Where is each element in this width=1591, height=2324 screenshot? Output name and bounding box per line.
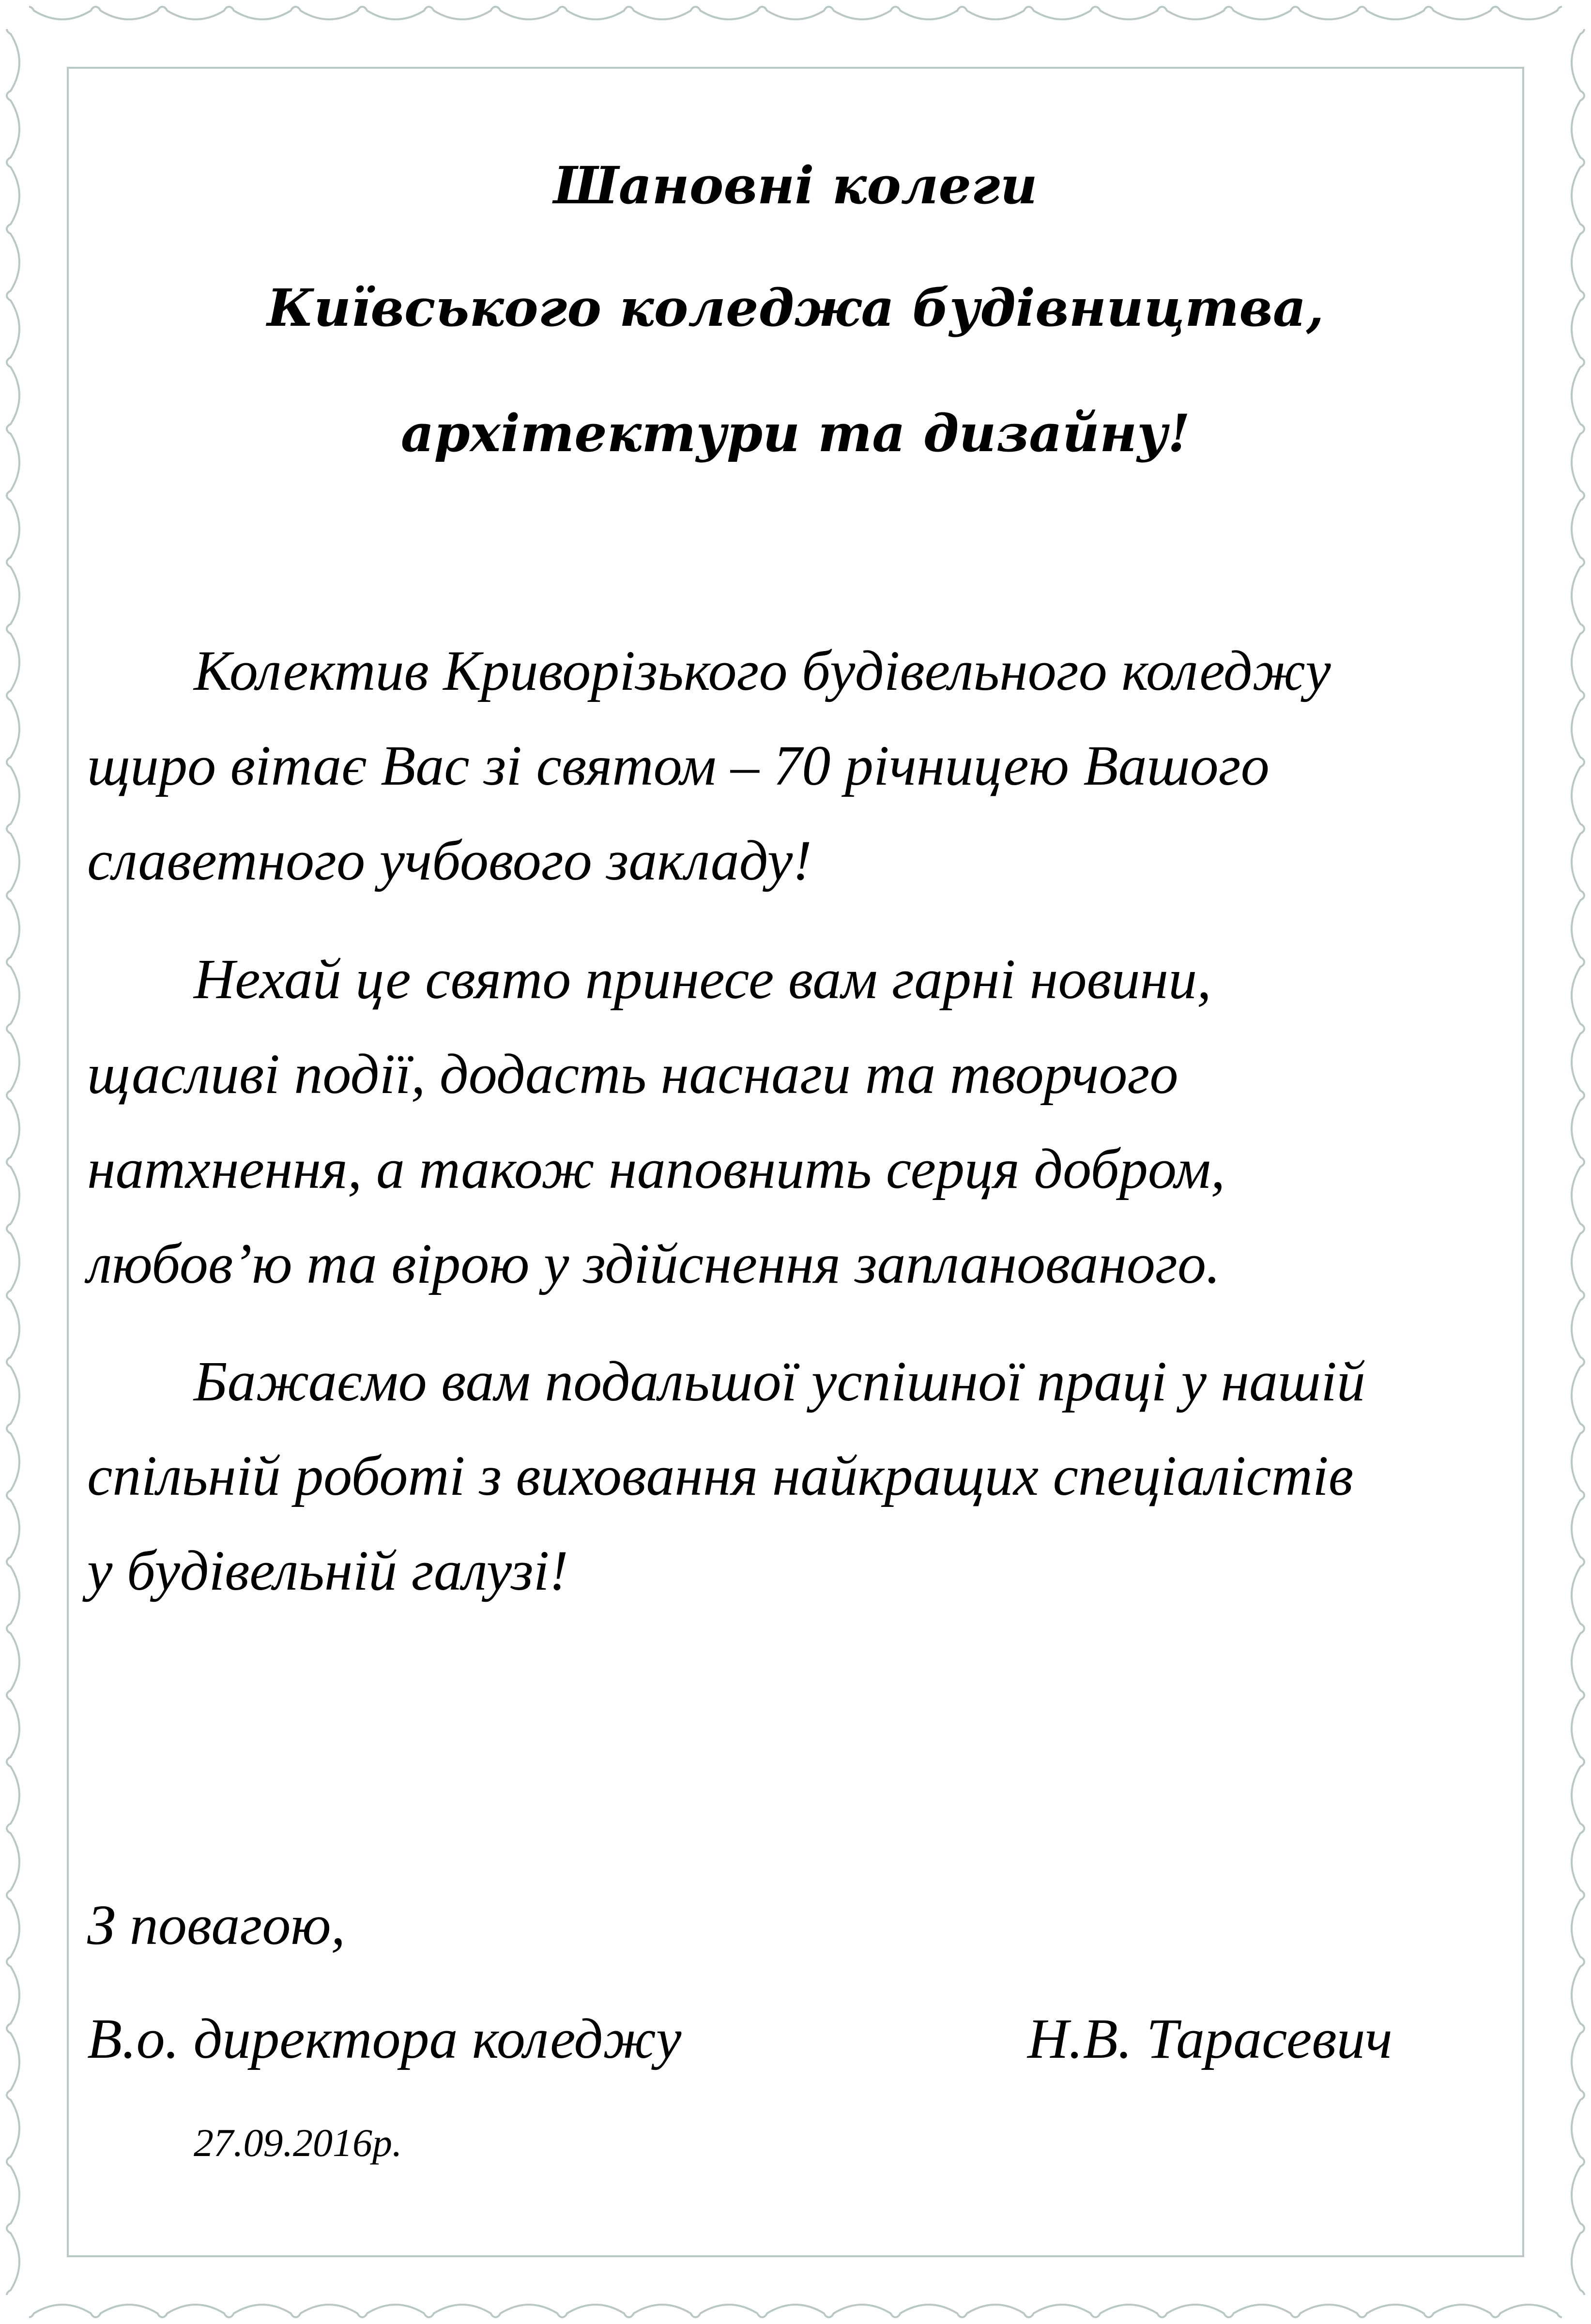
greeting-heading-line-3: архітектури та дизайну! xyxy=(400,403,1191,463)
paragraph-2-line-3: натхнення, а також наповнить серця добром, xyxy=(87,1137,1225,1200)
greeting-heading-line-2: Київського коледжа будівництва, xyxy=(267,277,1324,338)
paragraph-1-line-1: Колектив Криворізького будівельного коледжу xyxy=(194,639,1331,702)
paragraph-1-line-2: щиро вітає Вас зі святом – 70 річницею Вашого xyxy=(87,734,1270,797)
paragraph-3-line-2: спільній роботі з виховання найкращих спеціалістів xyxy=(87,1444,1353,1507)
paragraph-2-line-4: любов’ю та вірою у здійснення запланованого. xyxy=(87,1232,1221,1295)
closing-regards: З повагою, xyxy=(87,1893,346,1957)
paragraph-2-line-1: Нехай це свято принесе вам гарні новини, xyxy=(194,947,1211,1011)
paragraph-3-line-1: Бажаємо вам подальшої успішної праці у нашій xyxy=(194,1350,1365,1413)
paragraph-1-line-3: славетного учбового закладу! xyxy=(87,829,812,892)
signatory-name: Н.В. Тарасевич xyxy=(1027,2007,1392,2070)
greeting-heading-line-1: Шановні колеги xyxy=(553,155,1038,215)
letter-date: 27.09.2016р. xyxy=(194,2121,402,2165)
signatory-position: В.о. директора коледжу xyxy=(87,2007,682,2070)
paragraph-3-line-3: у будівельній галузі! xyxy=(87,1539,568,1602)
paragraph-2-line-2: щасливі події, додасть наснаги та творчого xyxy=(87,1042,1178,1106)
